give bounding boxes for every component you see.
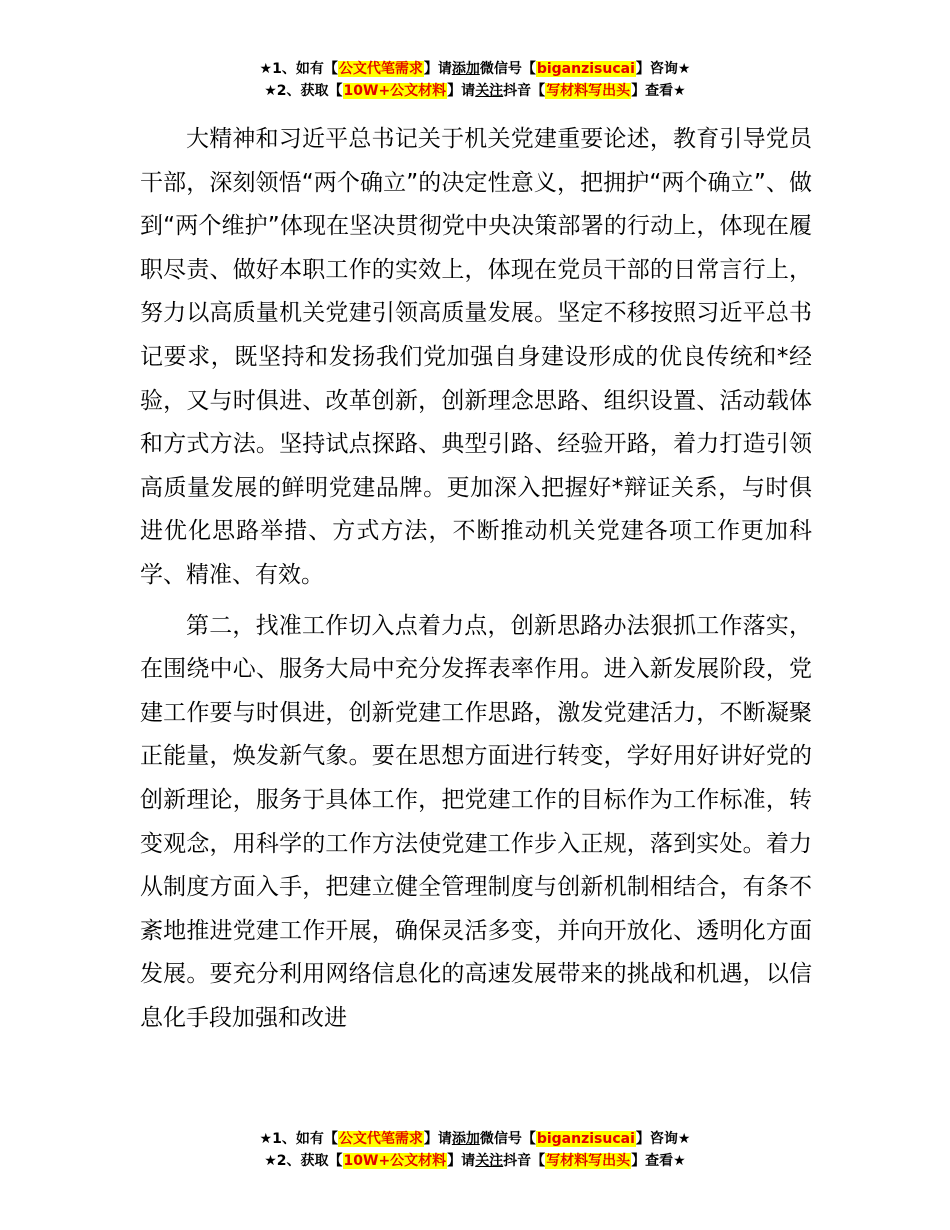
banner-line-2 — [0, 1150, 950, 1172]
paragraph: 大精神和习近平总书记关于机关党建重要论述，教育引导党员干部，深刻领悟“两个确立”的决定性意义，把拥护“两个确立”、做到“两个维护”体现在坚决贯彻党中央决策部署的行动上，体现在履职尽责、做好本职工作的实效上，体现在党员干部的日常言行上，努力以高质量机关党建引领高质量发展。坚定不移按照习近平总书记要求，既坚持和发扬我们党加强自身建设形成的优良传统和*经验，又与时俱进、改革创新，创新理念思路、组织设置、活动载体和方式方法。坚持试点探路、典型引路、经验开路，着力打造引领高质量发展的鲜明党建品牌。更加深入把握好*辩证关系，与时俱进优化思路举措、方式方法，不断推动机关党建各项工作更加科学、精准、有效。 — [140, 126, 812, 588]
header-banner — [0, 58, 950, 102]
document-body — [140, 118, 812, 1040]
banner-text: 微信号【 — [479, 1131, 536, 1147]
banner-text: 】请 — [423, 61, 452, 77]
banner-text: 】咨询★ — [635, 1131, 691, 1147]
banner-highlight: 写材料写出头 — [546, 83, 631, 99]
banner-highlight: 10W+公文材料 — [343, 1153, 447, 1169]
footer-banner — [0, 1128, 950, 1172]
banner-text: ★1、如有【 — [259, 61, 338, 77]
banner-text: 抖音【 — [503, 1153, 546, 1169]
banner-text: 微信号【 — [479, 61, 536, 77]
banner-highlight: 公文代笔需求 — [338, 61, 423, 77]
banner-highlight: 写材料写出头 — [546, 1153, 631, 1169]
banner-text: ★2、获取【 — [264, 83, 343, 99]
banner-text: 】查看★ — [631, 1153, 686, 1169]
banner-text: ★1、如有【 — [259, 1131, 338, 1147]
banner-highlight: biganzisucai — [536, 1131, 635, 1147]
banner-highlight: biganzisucai — [536, 61, 635, 77]
banner-line-1 — [0, 1128, 950, 1150]
banner-line-1 — [0, 58, 950, 80]
banner-line-2 — [0, 80, 950, 102]
banner-text: ★2、获取【 — [264, 1153, 343, 1169]
banner-underline: 关注 — [475, 83, 504, 99]
banner-text: 】请 — [447, 1153, 476, 1169]
banner-text: 】请 — [423, 1131, 452, 1147]
banner-underline: 关注 — [475, 1153, 504, 1169]
banner-text: 】请 — [447, 83, 476, 99]
banner-text: 抖音【 — [503, 83, 546, 99]
banner-highlight: 10W+公文材料 — [343, 83, 447, 99]
banner-underline: 添加 — [451, 61, 480, 77]
banner-text: 】查看★ — [631, 83, 686, 99]
banner-underline: 添加 — [451, 1131, 480, 1147]
banner-highlight: 公文代笔需求 — [338, 1131, 423, 1147]
banner-text: 】咨询★ — [635, 61, 691, 77]
paragraph: 第二，找准工作切入点着力点，创新思路办法狠抓工作落实，在围绕中心、服务大局中充分发挥表率作用。进入新发展阶段，党建工作要与时俱进，创新党建工作思路，激发党建活力，不断凝聚正能量，焕发新气象。要在思想方面进行转变，学好用好讲好党的创新理论，服务于具体工作，把党建工作的目标作为工作标准，转变观念，用科学的工作方法使党建工作步入正规，落到实处。着力从制度方面入手，把建立健全管理制度与创新机制相结合，有条不紊地推进党建工作开展，确保灵活多变，并向开放化、透明化方面发展。要充分利用网络信息化的高速发展带来的挑战和机遇，以信息化手段加强和改进 — [140, 612, 812, 1031]
